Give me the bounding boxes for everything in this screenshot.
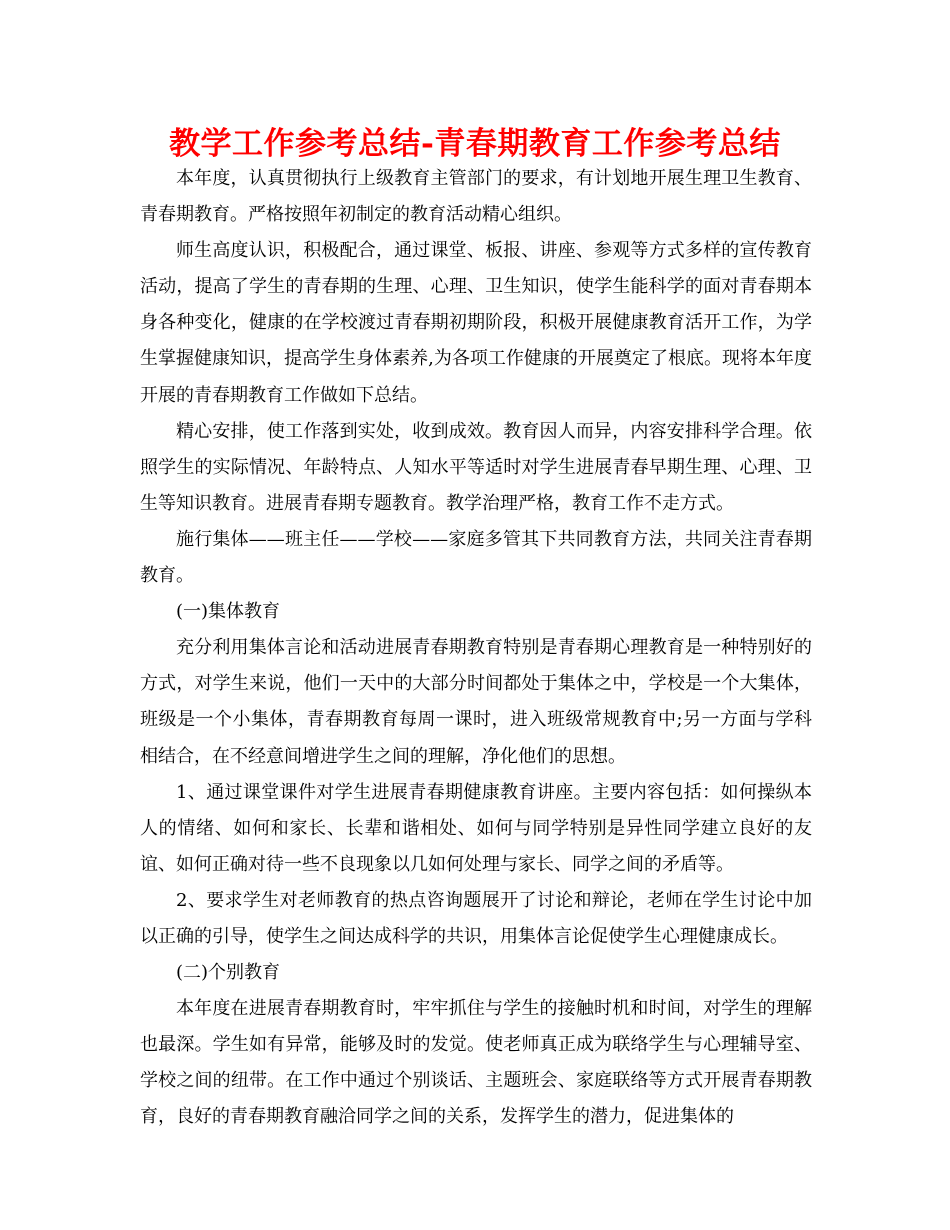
section-heading-individual: (二)个别教育 xyxy=(176,962,281,984)
paragraph-intro: 本年度，认真贯彻执行上级教育主管部门的要求，有计划地开展生理卫生教育、青春期教育。严格按照年初制定的教育活动精心组织。 xyxy=(140,168,812,226)
section-heading-collective: (一)集体教育 xyxy=(176,601,281,623)
paragraph-arrangement: 精心安排，使工作落到实处，收到成效。教育因人而异，内容安排科学合理。依照学生的实际情况、年龄特点、人知水平等适时对学生进展青春早期生理、心理、卫生等知识教育。进展青春期专题教育。教学治理严格，教育工作不走方式。 xyxy=(140,420,812,514)
paragraph-item-2: 2、要求学生对老师教育的热点咨询题展开了讨论和辩论，老师在学生讨论中加以正确的引导，使学生之间达成科学的共识，用集体言论促使学生心理健康成长。 xyxy=(140,889,812,947)
paragraph-cooperation: 施行集体——班主任——学校——家庭多管其下共同教育方法，共同关注青春期教育。 xyxy=(140,528,812,587)
document-body xyxy=(140,161,812,1136)
paragraph-item-1: 1、通过课堂课件对学生进展青春期健康教育讲座。主要内容包括：如何操纵本人的情绪、如何和家长、长辈和谐相处、如何与同学特别是异性同学建立良好的友谊、如何正确对待一些不良现象以几如何处理与家长、同学之间的矛盾等。 xyxy=(140,781,812,875)
document-title: 教学工作参考总结-青春期教育工作参考总结 xyxy=(169,126,781,162)
paragraph-individual-education: 本年度在进展青春期教育时，牢牢抓住与学生的接触时机和时间，对学生的理解也最深。学生如有异常，能够及时的发觉。使老师真正成为联络学生与心理辅导室、学校之间的纽带。在工作中通过个别谈话、主题班会、家庭联络等方式开展青春期教育，良好的青春期教育融洽同学之间的关系，发挥学生的潜力，促进集体的 xyxy=(140,998,812,1128)
paragraph-activities: 师生高度认识，积极配合，通过课堂、板报、讲座、参观等方式多样的宣传教育活动，提高了学生的青春期的生理、心理、卫生知识，使学生能科学的面对青春期本身各种变化，健康的在学校渡过青春期初期阶段，积极开展健康教育活开工作，为学生掌握健康知识，提高学生身体素养,为各项工作健康的开展奠定了根底。现将本年度开展的青春期教育工作做如下总结。 xyxy=(140,240,812,406)
paragraph-collective-education: 充分利用集体言论和活动进展青春期教育特别是青春期心理教育是一种特别好的方式，对学生来说，他们一天中的大部分时间都处于集体之中，学校是一个大集体，班级是一个小集体，青春期教育每周一课时，进入班级常规教育中;另一方面与学科相结合，在不经意间增进学生之间的理解，净化他们的思想。 xyxy=(140,637,812,767)
